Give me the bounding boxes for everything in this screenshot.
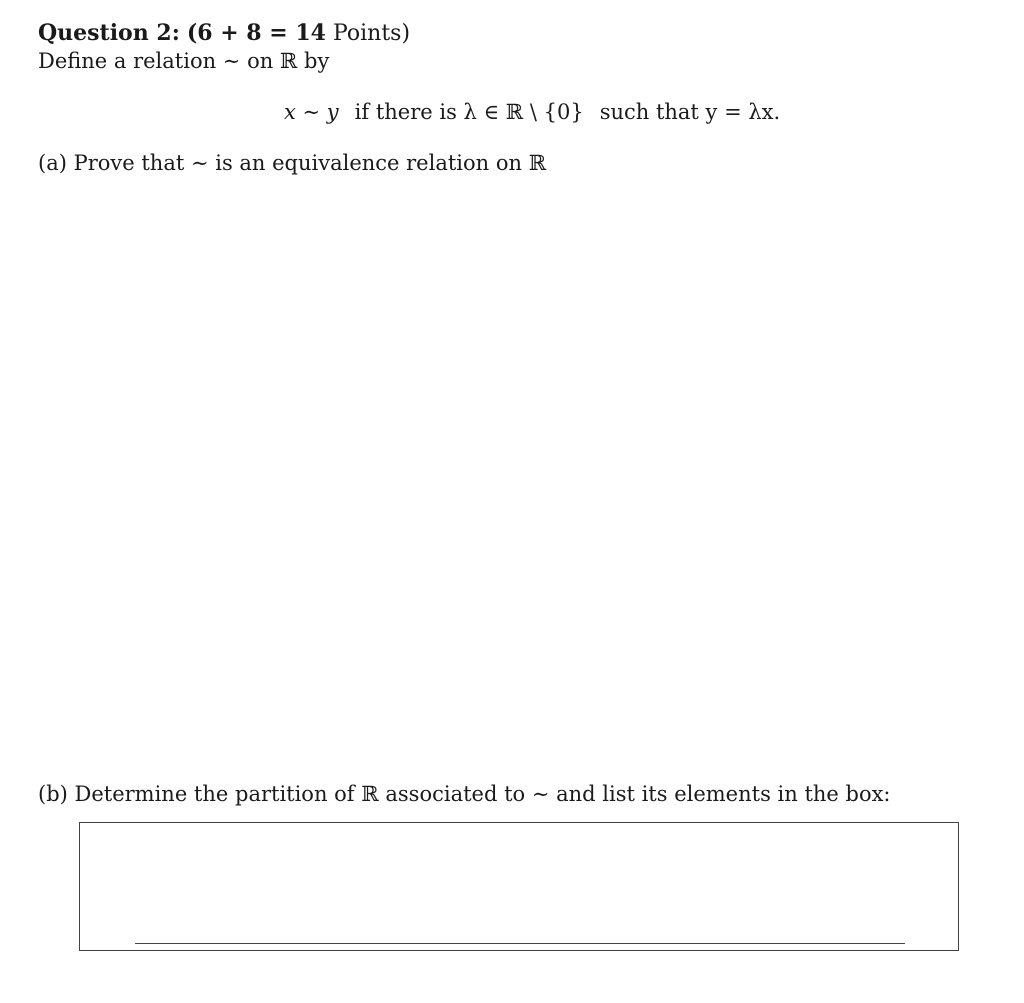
relation-such-that: such that y = λx. [599, 100, 781, 124]
relation-intro: Define a relation ∼ on ℝ by [38, 49, 330, 73]
part-a-prompt: (a) Prove that ∼ is an equivalence relation on ℝ [38, 151, 547, 175]
question-title: Question 2: [38, 20, 180, 46]
question-points-word: Points) [332, 21, 411, 46]
answer-box[interactable] [79, 822, 959, 951]
question-points-math: (6 + 8 = 14 [186, 20, 326, 46]
question-heading [38, 20, 410, 46]
answer-line [135, 943, 905, 944]
relation-definition [284, 100, 780, 124]
relation-expression: x ∼ y [284, 100, 339, 124]
relation-condition: if there is λ ∈ ℝ \ {0} [354, 100, 584, 124]
part-b-prompt: (b) Determine the partition of ℝ associated to ∼ and list its elements in the box: [38, 782, 891, 806]
